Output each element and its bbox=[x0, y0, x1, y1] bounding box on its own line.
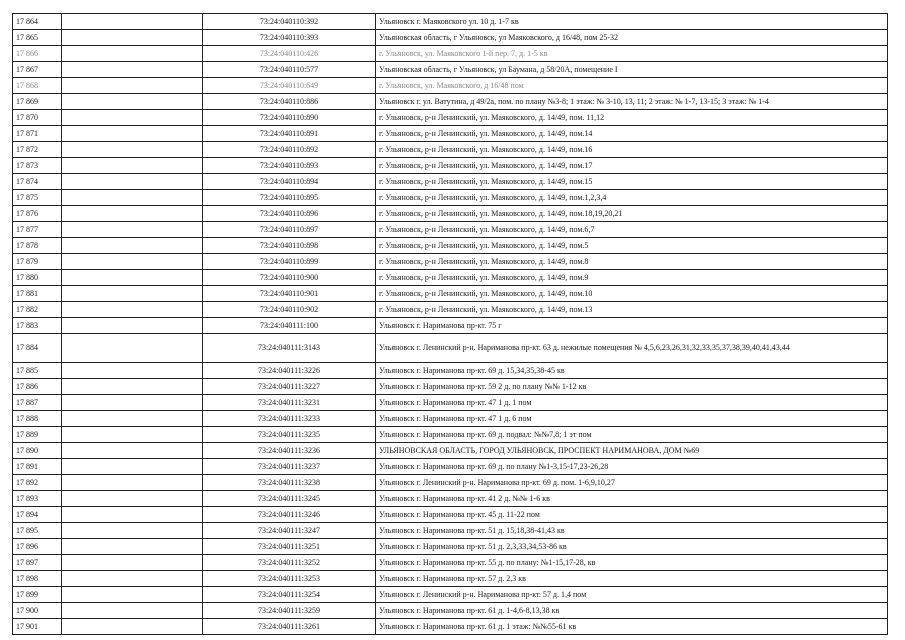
blank-cell bbox=[62, 30, 203, 46]
address-cell: Ульяновск г. Нариманова пр-кт. 47 1 д. 1 пом bbox=[376, 395, 888, 411]
cadastral-number-cell: 73:24:040111:3254 bbox=[203, 587, 376, 603]
registry-page bbox=[12, 13, 887, 635]
table-row bbox=[13, 142, 888, 158]
address-cell: г. Ульяновск, р-н Ленинский, ул. Маяковского, д. 14/49, пом.1,2,3,4 bbox=[376, 190, 888, 206]
address-cell: г. Ульяновск, р-н Ленинский, ул. Маяковского, д. 14/49, пом.8 bbox=[376, 254, 888, 270]
row-number-cell: 17 901 bbox=[13, 619, 62, 635]
blank-cell bbox=[62, 78, 203, 94]
blank-cell bbox=[62, 411, 203, 427]
cadastral-number-cell: 73:24:040110:901 bbox=[203, 286, 376, 302]
row-number-cell: 17 876 bbox=[13, 206, 62, 222]
row-number-cell: 17 900 bbox=[13, 603, 62, 619]
address-cell: г. Ульяновск, р-н Ленинский, ул. Маяковского, д. 14/49, пом.15 bbox=[376, 174, 888, 190]
cadastral-number-cell: 73:24:040111:3253 bbox=[203, 571, 376, 587]
address-cell: г. Ульяновск, ул. Маяковского, д 16/48 пом bbox=[376, 78, 888, 94]
row-number-cell: 17 887 bbox=[13, 395, 62, 411]
cadastral-number-cell: 73:24:040110:892 bbox=[203, 142, 376, 158]
cadastral-number-cell: 73:24:040111:3226 bbox=[203, 363, 376, 379]
blank-cell bbox=[62, 507, 203, 523]
blank-cell bbox=[62, 94, 203, 110]
address-cell: Ульяновская область, г Ульяновск, ул Баумана, д 58/20А, помещение I bbox=[376, 62, 888, 78]
row-number-cell: 17 870 bbox=[13, 110, 62, 126]
row-number-cell: 17 885 bbox=[13, 363, 62, 379]
cadastral-number-cell: 73:24:040110:898 bbox=[203, 238, 376, 254]
cadastral-number-cell: 73:24:040111:3233 bbox=[203, 411, 376, 427]
table-row bbox=[13, 459, 888, 475]
address-cell: г. Ульяновск, ул. Маяковского 1-й пер. 7, д. 1-5 кв bbox=[376, 46, 888, 62]
blank-cell bbox=[62, 286, 203, 302]
row-number-cell: 17 882 bbox=[13, 302, 62, 318]
table-row bbox=[13, 507, 888, 523]
blank-cell bbox=[62, 334, 203, 363]
cadastral-number-cell: 73:24:040110:890 bbox=[203, 110, 376, 126]
blank-cell bbox=[62, 427, 203, 443]
cadastral-number-cell: 73:24:040110:896 bbox=[203, 206, 376, 222]
table-row bbox=[13, 14, 888, 30]
blank-cell bbox=[62, 302, 203, 318]
cadastral-number-cell: 73:24:040111:3237 bbox=[203, 459, 376, 475]
table-row bbox=[13, 555, 888, 571]
blank-cell bbox=[62, 555, 203, 571]
row-number-cell: 17 895 bbox=[13, 523, 62, 539]
row-number-cell: 17 889 bbox=[13, 427, 62, 443]
row-number-cell: 17 872 bbox=[13, 142, 62, 158]
table-row bbox=[13, 222, 888, 238]
row-number-cell: 17 877 bbox=[13, 222, 62, 238]
address-cell: Ульяновск г. Нариманова пр-кт. 59 2 д. по плану №№ 1-12 кв bbox=[376, 379, 888, 395]
cadastral-number-cell: 73:24:040110:893 bbox=[203, 158, 376, 174]
cadastral-number-cell: 73:24:040110:392 bbox=[203, 14, 376, 30]
cadastral-number-cell: 73:24:040110:894 bbox=[203, 174, 376, 190]
table-row bbox=[13, 110, 888, 126]
table-row bbox=[13, 238, 888, 254]
cadastral-number-cell: 73:24:040110:897 bbox=[203, 222, 376, 238]
address-cell: Ульяновск г. Нариманова пр-кт. 41 2 д. №№ 1-6 кв bbox=[376, 491, 888, 507]
blank-cell bbox=[62, 363, 203, 379]
cadastral-number-cell: 73:24:040111:3252 bbox=[203, 555, 376, 571]
cadastral-number-cell: 73:24:040110:393 bbox=[203, 30, 376, 46]
blank-cell bbox=[62, 491, 203, 507]
blank-cell bbox=[62, 110, 203, 126]
address-cell: Ульяновск г. Маяковского ул. 10 д. 1-7 кв bbox=[376, 14, 888, 30]
row-number-cell: 17 897 bbox=[13, 555, 62, 571]
cadastral-number-cell: 73:24:040110:886 bbox=[203, 94, 376, 110]
address-cell: г. Ульяновск, р-н Ленинский, ул. Маяковского, д. 14/49, пом.10 bbox=[376, 286, 888, 302]
address-cell: Ульяновск г. ул. Ватутина, д 49/2а, пом. по плану №3-8; 1 этаж: № 3-10, 13, 11; 2 этаж: № 1-7, 13-15; 3 этаж: № 1-4 bbox=[376, 94, 888, 110]
blank-cell bbox=[62, 254, 203, 270]
blank-cell bbox=[62, 379, 203, 395]
address-cell: г. Ульяновск, р-н Ленинский, ул. Маяковского, д. 14/49, пом.18,19,20,21 bbox=[376, 206, 888, 222]
table-row bbox=[13, 46, 888, 62]
blank-cell bbox=[62, 142, 203, 158]
table-row bbox=[13, 379, 888, 395]
blank-cell bbox=[62, 46, 203, 62]
table-row bbox=[13, 30, 888, 46]
address-cell: Ульяновск г. Нариманова пр-кт. 51 д. 2,3,33,34,53-86 кв bbox=[376, 539, 888, 555]
blank-cell bbox=[62, 459, 203, 475]
row-number-cell: 17 873 bbox=[13, 158, 62, 174]
table-row bbox=[13, 619, 888, 635]
registry-table bbox=[12, 13, 888, 635]
table-row bbox=[13, 475, 888, 491]
row-number-cell: 17 868 bbox=[13, 78, 62, 94]
address-cell: Ульяновск г. Нариманова пр-кт. 75 г bbox=[376, 318, 888, 334]
table-row bbox=[13, 62, 888, 78]
row-number-cell: 17 891 bbox=[13, 459, 62, 475]
blank-cell bbox=[62, 603, 203, 619]
address-cell: Ульяновская область, г Ульяновск, ул Маяковского, д 16/48, пом 25-32 bbox=[376, 30, 888, 46]
row-number-cell: 17 869 bbox=[13, 94, 62, 110]
row-number-cell: 17 874 bbox=[13, 174, 62, 190]
blank-cell bbox=[62, 206, 203, 222]
row-number-cell: 17 866 bbox=[13, 46, 62, 62]
blank-cell bbox=[62, 587, 203, 603]
address-cell: Ульяновск г. Нариманова пр-кт. 51 д. 15,18,38-41,43 кв bbox=[376, 523, 888, 539]
address-cell: Ульяновск г. Ленинский р-н. Нариманова пр-кт. 63 д. нежилые помещения № 4,5,6,23,26,31,32,33,35,37,38,39,40,41,43,44 bbox=[376, 334, 888, 363]
cadastral-number-cell: 73:24:040111:3236 bbox=[203, 443, 376, 459]
blank-cell bbox=[62, 62, 203, 78]
blank-cell bbox=[62, 174, 203, 190]
cadastral-number-cell: 73:24:040111:3235 bbox=[203, 427, 376, 443]
address-cell: г. Ульяновск, р-н Ленинский, ул. Маяковского, д. 14/49, пом.9 bbox=[376, 270, 888, 286]
cadastral-number-cell: 73:24:040111:3261 bbox=[203, 619, 376, 635]
table-row bbox=[13, 94, 888, 110]
blank-cell bbox=[62, 571, 203, 587]
address-cell: г. Ульяновск, р-н Ленинский, ул. Маяковского, д. 14/49, пом.13 bbox=[376, 302, 888, 318]
table-row bbox=[13, 411, 888, 427]
blank-cell bbox=[62, 395, 203, 411]
address-cell: Ульяновск г. Ленинский р-н. Нариманова пр-кт. 57 д. 1,4 пом bbox=[376, 587, 888, 603]
row-number-cell: 17 881 bbox=[13, 286, 62, 302]
blank-cell bbox=[62, 443, 203, 459]
cadastral-number-cell: 73:24:040111:3143 bbox=[203, 334, 376, 363]
table-row bbox=[13, 603, 888, 619]
row-number-cell: 17 883 bbox=[13, 318, 62, 334]
row-number-cell: 17 893 bbox=[13, 491, 62, 507]
row-number-cell: 17 898 bbox=[13, 571, 62, 587]
cadastral-number-cell: 73:24:040111:3227 bbox=[203, 379, 376, 395]
table-row bbox=[13, 254, 888, 270]
table-row bbox=[13, 491, 888, 507]
address-cell: г. Ульяновск, р-н Ленинский, ул. Маяковского, д. 14/49, пом. 11,12 bbox=[376, 110, 888, 126]
cadastral-number-cell: 73:24:040111:3238 bbox=[203, 475, 376, 491]
blank-cell bbox=[62, 523, 203, 539]
table-row bbox=[13, 539, 888, 555]
cadastral-number-cell: 73:24:040111:3231 bbox=[203, 395, 376, 411]
table-row bbox=[13, 286, 888, 302]
table-row bbox=[13, 126, 888, 142]
cadastral-number-cell: 73:24:040111:3259 bbox=[203, 603, 376, 619]
table-row bbox=[13, 318, 888, 334]
row-number-cell: 17 888 bbox=[13, 411, 62, 427]
row-number-cell: 17 899 bbox=[13, 587, 62, 603]
cadastral-number-cell: 73:24:040110:899 bbox=[203, 254, 376, 270]
blank-cell bbox=[62, 222, 203, 238]
blank-cell bbox=[62, 158, 203, 174]
address-cell: Ульяновск г. Ленинский р-н. Нариманова пр-кт. 69 д. пом. 1-6,9,10,27 bbox=[376, 475, 888, 491]
cadastral-number-cell: 73:24:040111:3245 bbox=[203, 491, 376, 507]
cadastral-number-cell: 73:24:040110:649 bbox=[203, 78, 376, 94]
address-cell: г. Ульяновск, р-н Ленинский, ул. Маяковского, д. 14/49, пом.6,7 bbox=[376, 222, 888, 238]
blank-cell bbox=[62, 270, 203, 286]
cadastral-number-cell: 73:24:040110:902 bbox=[203, 302, 376, 318]
row-number-cell: 17 865 bbox=[13, 30, 62, 46]
row-number-cell: 17 884 bbox=[13, 334, 62, 363]
row-number-cell: 17 896 bbox=[13, 539, 62, 555]
blank-cell bbox=[62, 126, 203, 142]
address-cell: г. Ульяновск, р-н Ленинский, ул. Маяковского, д. 14/49, пом.5 bbox=[376, 238, 888, 254]
row-number-cell: 17 871 bbox=[13, 126, 62, 142]
blank-cell bbox=[62, 14, 203, 30]
cadastral-number-cell: 73:24:040110:900 bbox=[203, 270, 376, 286]
cadastral-number-cell: 73:24:040111:3251 bbox=[203, 539, 376, 555]
table-row bbox=[13, 158, 888, 174]
table-row bbox=[13, 395, 888, 411]
blank-cell bbox=[62, 318, 203, 334]
blank-cell bbox=[62, 619, 203, 635]
row-number-cell: 17 894 bbox=[13, 507, 62, 523]
address-cell: Ульяновск г. Нариманова пр-кт. 69 д. 15,34,35,38-45 кв bbox=[376, 363, 888, 379]
table-row bbox=[13, 427, 888, 443]
address-cell: Ульяновск г. Нариманова пр-кт. 61 д. 1 этаж: №№55-61 кв bbox=[376, 619, 888, 635]
table-row bbox=[13, 190, 888, 206]
cadastral-number-cell: 73:24:040111:3247 bbox=[203, 523, 376, 539]
address-cell: г. Ульяновск, р-н Ленинский, ул. Маяковского, д. 14/49, пом.14 bbox=[376, 126, 888, 142]
table-row bbox=[13, 571, 888, 587]
table-row bbox=[13, 523, 888, 539]
blank-cell bbox=[62, 475, 203, 491]
registry-table-body bbox=[13, 14, 888, 635]
table-row bbox=[13, 334, 888, 363]
blank-cell bbox=[62, 190, 203, 206]
table-row bbox=[13, 587, 888, 603]
address-cell: Ульяновск г. Нариманова пр-кт. 57 д. 2,3 кв bbox=[376, 571, 888, 587]
cadastral-number-cell: 73:24:040111:100 bbox=[203, 318, 376, 334]
blank-cell bbox=[62, 238, 203, 254]
cadastral-number-cell: 73:24:040110:891 bbox=[203, 126, 376, 142]
table-row bbox=[13, 206, 888, 222]
address-cell: Ульяновск г. Нариманова пр-кт. 47 1 д. 6 пом bbox=[376, 411, 888, 427]
address-cell: Ульяновск г. Нариманова пр-кт. 69 д. подвал: №№7,8; 1 эт пом bbox=[376, 427, 888, 443]
cadastral-number-cell: 73:24:040110:426 bbox=[203, 46, 376, 62]
row-number-cell: 17 875 bbox=[13, 190, 62, 206]
address-cell: Ульяновск г. Нариманова пр-кт. 61 д. 1-4,6-8,13,38 кв bbox=[376, 603, 888, 619]
row-number-cell: 17 890 bbox=[13, 443, 62, 459]
address-cell: УЛЬЯНОВСКАЯ ОБЛАСТЬ, ГОРОД УЛЬЯНОВСК, ПРОСПЕКТ НАРИМАНОВА, ДОМ №69 bbox=[376, 443, 888, 459]
row-number-cell: 17 892 bbox=[13, 475, 62, 491]
cadastral-number-cell: 73:24:040110:895 bbox=[203, 190, 376, 206]
address-cell: г. Ульяновск, р-н Ленинский, ул. Маяковского, д. 14/49, пом.16 bbox=[376, 142, 888, 158]
row-number-cell: 17 867 bbox=[13, 62, 62, 78]
address-cell: Ульяновск г. Нариманова пр-кт. 55 д. по плану: №1-15,17-28, кв bbox=[376, 555, 888, 571]
row-number-cell: 17 878 bbox=[13, 238, 62, 254]
address-cell: г. Ульяновск, р-н Ленинский, ул. Маяковского, д. 14/49, пом.17 bbox=[376, 158, 888, 174]
table-row bbox=[13, 302, 888, 318]
row-number-cell: 17 880 bbox=[13, 270, 62, 286]
cadastral-number-cell: 73:24:040111:3246 bbox=[203, 507, 376, 523]
address-cell: Ульяновск г. Нариманова пр-кт. 45 д. 11-22 пом bbox=[376, 507, 888, 523]
cadastral-number-cell: 73:24:040110:577 bbox=[203, 62, 376, 78]
table-row bbox=[13, 363, 888, 379]
table-row bbox=[13, 443, 888, 459]
row-number-cell: 17 886 bbox=[13, 379, 62, 395]
row-number-cell: 17 879 bbox=[13, 254, 62, 270]
address-cell: Ульяновск г. Нариманова пр-кт. 69 д. по плану №1-3,15-17,23-26,28 bbox=[376, 459, 888, 475]
table-row bbox=[13, 174, 888, 190]
blank-cell bbox=[62, 539, 203, 555]
table-row bbox=[13, 270, 888, 286]
table-row bbox=[13, 78, 888, 94]
row-number-cell: 17 864 bbox=[13, 14, 62, 30]
